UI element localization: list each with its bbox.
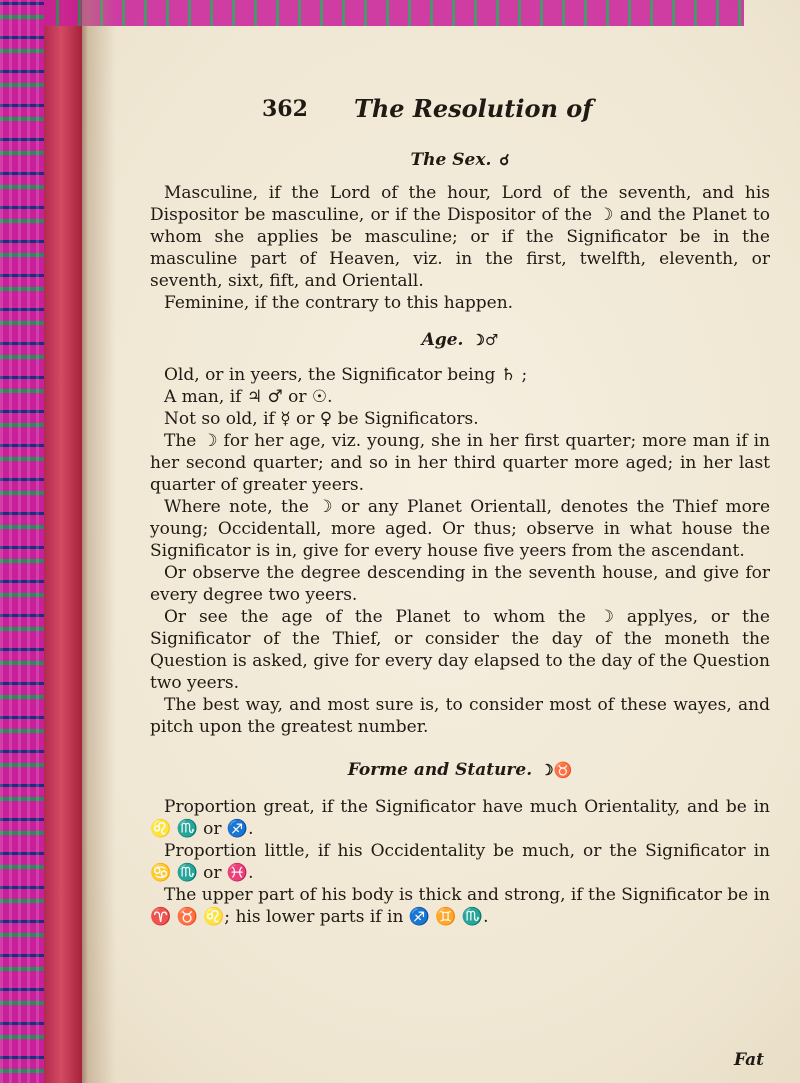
section-heading-text: The Sex. (410, 150, 492, 170)
paragraph: A man, if ♃ ♂ or ☉. (164, 387, 333, 407)
section-heading (150, 150, 770, 170)
paragraph: The best way, and most sure is, to consider most of these wayes, and pitch upon the greatest number. (150, 695, 770, 737)
paragraph: Or see the age of the Planet to whom the ☽ applyes, or the Significator of the Thief, or consider the day of the moneth the Question is asked, give for every day elapsed to the day of the Question two yeers. (150, 607, 770, 693)
paragraph: Or observe the degree descending in the seventh house, and give for every degree two yeers. (150, 563, 770, 605)
paragraph: Proportion great, if the Significator have much Orientality, and be in ♌ ♏ or ♐. (150, 797, 770, 839)
paragraph: Where note, the ☽ or any Planet Orientall, denotes the Thief more young; Occidentall, more aged. Or thus; observe in what house the Significator is in, give for every house five yeers from the ascendant. (150, 497, 770, 561)
catchword: Fat (733, 1050, 764, 1070)
section-age (150, 330, 770, 738)
astrological-glyph-icon: ☌ (499, 151, 510, 169)
paragraph: The upper part of his body is thick and strong, if the Significator be in ♈ ♉ ♌; his lower parts if in ♐ ♊ ♏. (150, 885, 770, 927)
paragraph: Not so old, if ☿ or ♀ be Significators. (164, 409, 479, 429)
decorative-border-top (44, 0, 744, 26)
section-heading-text: Forme and Stature. (347, 760, 533, 780)
astrological-glyph-icon: ☽♂ (471, 331, 499, 349)
paragraph: The ☽ for her age, viz. young, she in her first quarter; more man if in her second quarter; and so in her third quarter more aged; in her last quarter of greater yeers. (150, 431, 770, 495)
paragraph: Old, or in yeers, the Significator being ♄ ; (164, 365, 528, 385)
section-heading (150, 760, 770, 780)
text-block (150, 98, 770, 928)
page-number: 362 (262, 96, 308, 122)
section-heading-text: Age. (421, 330, 464, 350)
decorative-border-strip (44, 0, 82, 1083)
decorative-border-left (0, 0, 44, 1083)
astrological-glyph-icon: ☽♉ (540, 761, 573, 779)
paragraph: Proportion little, if his Occidentality be much, or the Significator in ♋ ♏ or ♓. (150, 841, 770, 883)
running-head: The Resolution of (354, 94, 593, 123)
paragraph: Feminine, if the contrary to this happen. (164, 293, 514, 313)
paragraph: Masculine, if the Lord of the hour, Lord of the seventh, and his Dispositor be masculine, or if the Dispositor of the ☽ and the Planet to whom she applies be masculine; or if the Significator be in the masculine part of Heaven, viz. in the first, twelfth, eleventh, or seventh, sixt, fift, and Orientall. (150, 183, 770, 291)
page-gutter-shadow (82, 0, 116, 1083)
section-forme-and-stature (150, 760, 770, 928)
section-heading (150, 330, 770, 350)
section-sex (150, 150, 770, 314)
